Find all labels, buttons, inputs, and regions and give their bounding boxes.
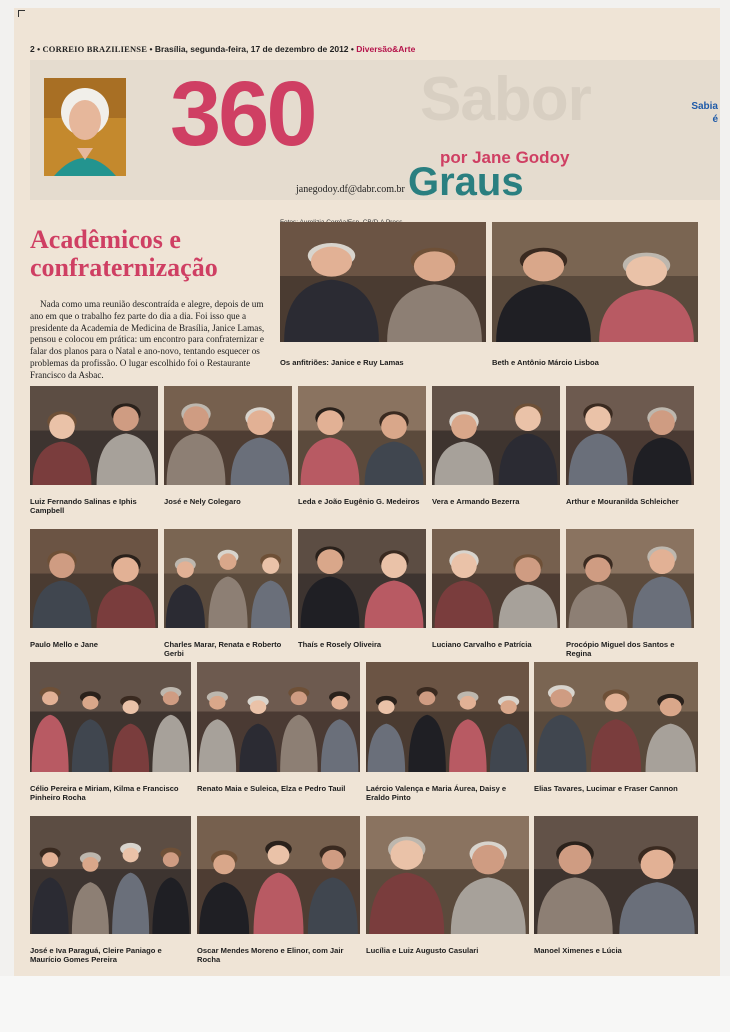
event-photo: [197, 662, 360, 772]
event-photo: [298, 386, 426, 485]
article-headline: [30, 226, 218, 282]
event-photo: [280, 222, 486, 342]
event-photo: [566, 386, 694, 485]
photo-caption: Arthur e Mouranilda Schleicher: [566, 497, 679, 506]
event-photo: [164, 529, 292, 628]
page-header: [30, 44, 415, 54]
column-byline: por Jane Godoy: [440, 148, 570, 167]
column-banner: [30, 60, 720, 200]
bullet-separator: •: [149, 44, 155, 54]
photo-caption: Laércio Valença e Maria Áurea, Daisy e Eraldo Pinto: [366, 784, 507, 803]
photo-caption: Oscar Mendes Moreno e Elinor, com Jair Rocha: [197, 946, 344, 965]
column-number: 360: [170, 63, 315, 165]
section-name: Diversão&Arte: [356, 44, 416, 54]
next-column-teaser: [691, 100, 718, 126]
photo-caption: Célio Pereira e Miriam, Kilma e Francisco Pinheiro Rocha: [30, 784, 179, 803]
event-photo: [366, 816, 529, 934]
event-photo: [432, 529, 560, 628]
event-photo: [566, 529, 694, 628]
photo-caption: Vera e Armando Bezerra: [432, 497, 520, 506]
page-number: 2: [30, 44, 35, 54]
event-photo: [298, 529, 426, 628]
columnist-portrait: [44, 78, 126, 176]
photo-caption: Paulo Mello e Jane: [30, 640, 98, 649]
column-title: Graus: [408, 160, 524, 200]
dateline: Brasília, segunda-feira, 17 de dezembro de 2012: [154, 44, 349, 54]
photo-caption: Renato Maia e Suleica, Elza e Pedro Tauil: [197, 784, 346, 793]
headline-line: confraternização: [30, 253, 218, 283]
photo-caption: Procópio Miguel dos Santos e Regina: [566, 640, 675, 659]
event-photo: [534, 662, 698, 772]
scan-margin: [0, 976, 730, 1032]
event-photo: [366, 662, 529, 772]
photo-caption: Thaís e Rosely Oliveira: [298, 640, 382, 649]
event-photo: [492, 222, 698, 342]
article-body: Nada como uma reunião descontraída e alegre, depois de um ano em que o trabalho fez parte do dia a dia. Foi isso que a presidente da Academia de Medicina de Brasília, Janice Lamas, pensou e colocou em prática: um encontro para confraternizar e falar dos planos para o Natal e ano-novo, tentando esquecer os problemas da profissão. O lugar escolhido foi o Restaurante Francisco da Asbac.: [30, 299, 265, 380]
columnist-email: janegodoy.df@dabr.com.br: [296, 184, 405, 195]
event-photo: [534, 816, 698, 934]
crop-mark: [18, 10, 25, 17]
photo-caption: Manoel Ximenes e Lúcia: [534, 946, 622, 955]
event-photo: [30, 529, 158, 628]
event-photo: [30, 662, 191, 772]
photo-caption: Elias Tavares, Lucimar e Fraser Cannon: [534, 784, 678, 793]
photo-caption: Os anfitriões: Janice e Ruy Lamas: [280, 358, 404, 367]
photo-caption: Charles Marar, Renata e Roberto Gerbi: [164, 640, 282, 659]
banner-background-text: Sabor: [420, 65, 591, 134]
bullet-separator: •: [37, 44, 43, 54]
photo-caption: Luciano Carvalho e Patrícia: [432, 640, 532, 649]
event-photo: [30, 386, 158, 485]
event-photo: [30, 816, 191, 934]
event-photo: [197, 816, 360, 934]
photo-caption: José e Nely Colegaro: [164, 497, 241, 506]
newspaper-page: [14, 8, 720, 976]
photo-caption: José e Iva Paraguá, Cleire Paniago e Maurício Gomes Pereira: [30, 946, 162, 965]
teaser-line: Sabia: [691, 101, 718, 112]
photo-caption: Beth e Antônio Márcio Lisboa: [492, 358, 599, 367]
paper-name: CORREIO BRAZILIENSE: [42, 44, 148, 54]
bullet-separator: •: [350, 44, 357, 54]
headline-line: Acadêmicos e: [30, 225, 181, 254]
event-photo: [432, 386, 560, 485]
photo-caption: Lucília e Luiz Augusto Casulari: [366, 946, 479, 955]
photo-caption: Luiz Fernando Salinas e Iphis Campbell: [30, 497, 137, 516]
teaser-line: é: [712, 114, 718, 125]
event-photo: [164, 386, 292, 485]
photo-caption: Leda e João Eugênio G. Medeiros: [298, 497, 420, 506]
